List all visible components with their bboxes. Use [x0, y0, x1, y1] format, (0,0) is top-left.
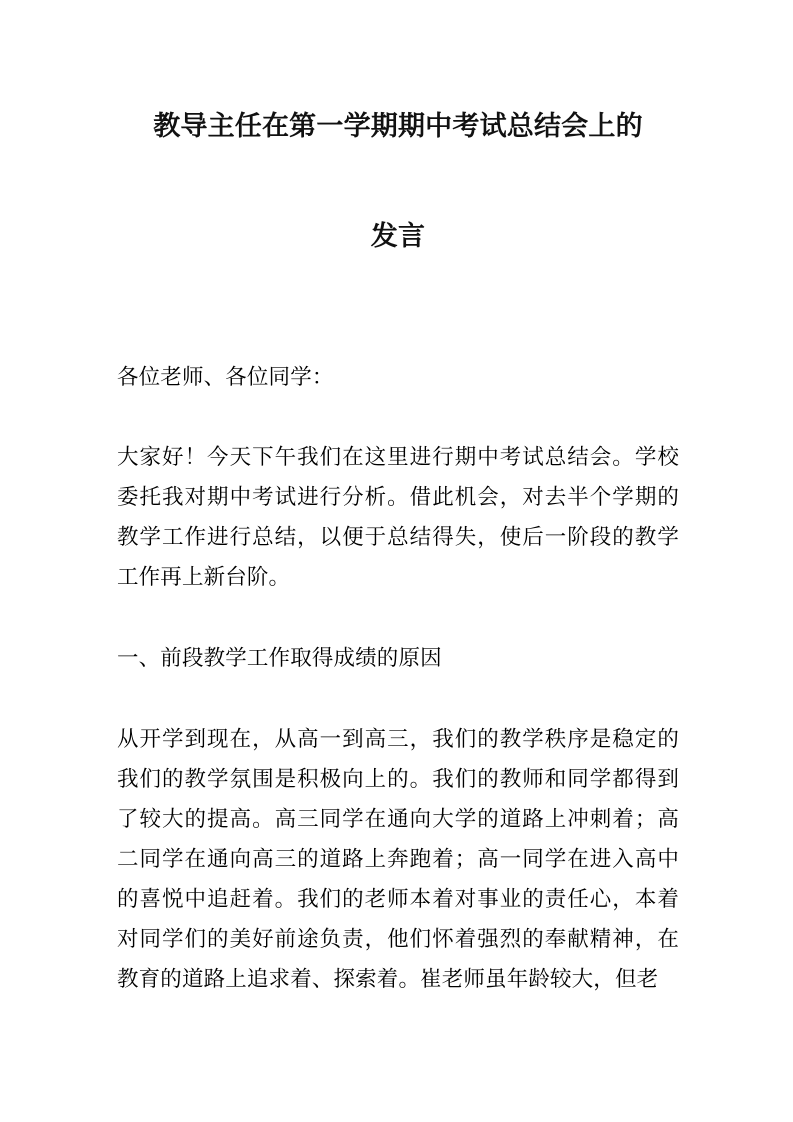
body-paragraph-1: 从开学到现在，从高一到高三，我们的教学秩序是稳定的我们的教学氛围是积极向上的。我们的教师和同学都得到了较大的提高。高三同学在通向大学的道路上冲刺着；高二同学在通向高三的道路上奔跑着；高一同学在进入高中的喜悦中追赶着。我们的老师本着对事业的责任心，本着对同学们的美好前途负责，他们怀着强烈的奉献精神，在教育的道路上追求着、探索着。崔老师虽年龄较大，但老: [117, 727, 679, 992]
document-content: [117, 0, 679, 1000]
page-title: [117, 0, 679, 292]
page-title-line-2: 发言: [370, 221, 426, 252]
salutation-text: 各位老师、各位同学：: [117, 365, 334, 390]
page-title-line-1: 教导主任在第一学期期中考试总结会上的: [153, 111, 643, 142]
section-heading-1: 一、前段教学工作取得成绩的原因: [117, 646, 442, 671]
intro-paragraph: 大家好！今天下午我们在这里进行期中考试总结会。学校委托我对期中考试进行分析。借此机会，对去半个学期的教学工作进行总结，以便于总结得失，使后一阶段的教学工作再上新台阶。: [117, 445, 679, 590]
